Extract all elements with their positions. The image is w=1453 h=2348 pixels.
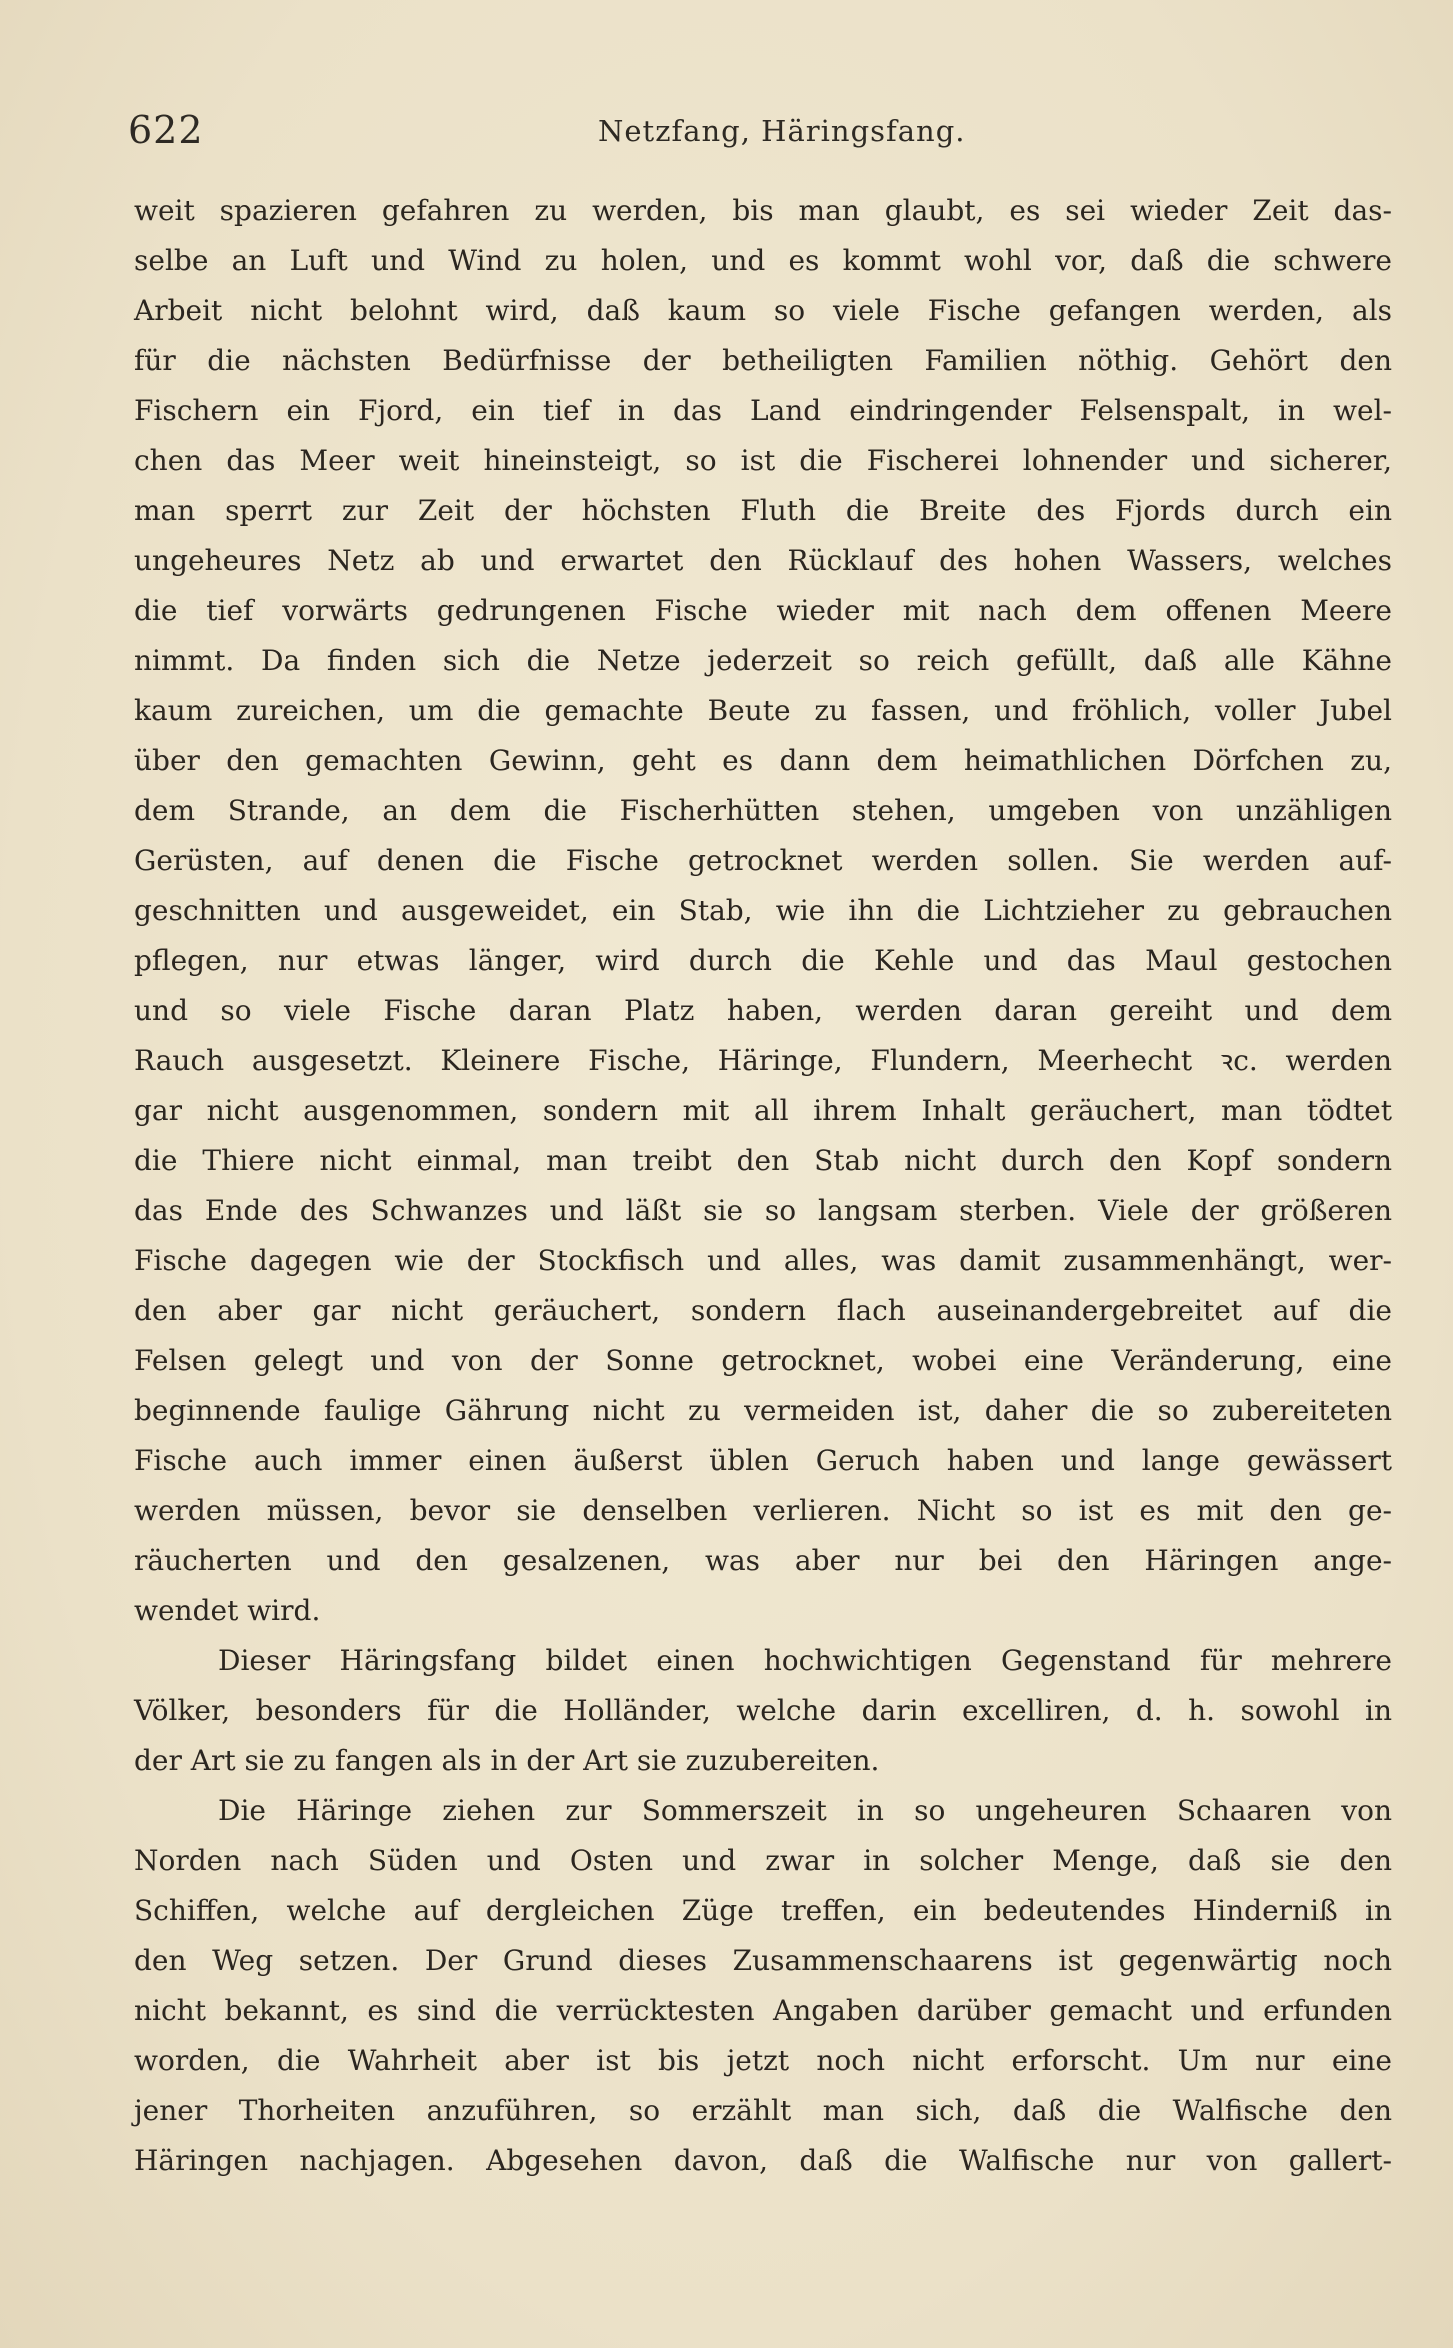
text-line: Die Häringe ziehen zur Sommerszeit in so ungeheuren Schaaren von	[218, 1794, 1392, 1827]
text-line: über den gemachten Gewinn, geht es dann dem heimathlichen Dörfchen zu,	[134, 744, 1392, 777]
text-line: worden, die Wahrheit aber ist bis jetzt noch nicht erforscht. Um nur eine	[134, 2044, 1392, 2077]
text-line: für die nächsten Bedürfnisse der betheiligten Familien nöthig. Gehört den	[134, 344, 1392, 377]
text-line: Häringen nachjagen. Abgesehen davon, daß die Walfische nur von gallert-	[134, 2144, 1392, 2177]
text-line: Schiffen, welche auf dergleichen Züge treffen, ein bedeutendes Hinderniß in	[134, 1894, 1392, 1927]
text-line: die tief vorwärts gedrungenen Fische wieder mit nach dem offenen Meere	[134, 594, 1392, 627]
text-line: gar nicht ausgenommen, sondern mit all ihrem Inhalt geräuchert, man tödtet	[134, 1094, 1392, 1127]
text-line: Fische dagegen wie der Stockfisch und alles, was damit zusammenhängt, wer-	[134, 1244, 1392, 1277]
text-line: den aber gar nicht geräuchert, sondern flach auseinandergebreitet auf die	[134, 1294, 1392, 1327]
text-line: Völker, besonders für die Holländer, welche darin excelliren, d. h. sowohl in	[134, 1694, 1392, 1727]
text-line: pflegen, nur etwas länger, wird durch die Kehle und das Maul gestochen	[134, 944, 1392, 977]
text-line: Fische auch immer einen äußerst üblen Geruch haben und lange gewässert	[134, 1444, 1392, 1477]
text-line: man sperrt zur Zeit der höchsten Fluth die Breite des Fjords durch ein	[134, 494, 1392, 527]
text-line: nimmt. Da finden sich die Netze jederzeit so reich gefüllt, daß alle Kähne	[134, 644, 1392, 677]
text-line: geschnitten und ausgeweidet, ein Stab, wie ihn die Lichtzieher zu gebrauchen	[134, 894, 1392, 927]
text-line: beginnende faulige Gährung nicht zu vermeiden ist, daher die so zubereiteten	[134, 1394, 1392, 1427]
text-line: das Ende des Schwanzes und läßt sie so langsam sterben. Viele der größeren	[134, 1194, 1392, 1227]
text-line: selbe an Luft und Wind zu holen, und es kommt wohl vor, daß die schwere	[134, 244, 1392, 277]
body-text	[134, 186, 1392, 2186]
text-line: Rauch ausgesetzt. Kleinere Fische, Häringe, Flundern, Meerhecht ꝛc. werden	[134, 1044, 1392, 1077]
running-title: Netzfang, Häringsfang.	[598, 114, 966, 148]
text-line: Arbeit nicht belohnt wird, daß kaum so viele Fische gefangen werden, als	[134, 294, 1392, 327]
text-line: dem Strande, an dem die Fischerhütten stehen, umgeben von unzähligen	[134, 794, 1392, 827]
text-line: die Thiere nicht einmal, man treibt den Stab nicht durch den Kopf sondern	[134, 1144, 1392, 1177]
text-line: der Art sie zu fangen als in der Art sie zuzubereiten.	[134, 1744, 880, 1777]
text-line: Norden nach Süden und Osten und zwar in solcher Menge, daß sie den	[134, 1844, 1392, 1877]
text-line: Fischern ein Fjord, ein tief in das Land eindringender Felsenspalt, in wel-	[134, 394, 1392, 427]
page-number: 622	[128, 108, 204, 152]
text-line: nicht bekannt, es sind die verrücktesten Angaben darüber gemacht und erfunden	[134, 1994, 1392, 2027]
text-line: ungeheures Netz ab und erwartet den Rücklauf des hohen Wassers, welches	[134, 544, 1392, 577]
text-line: räucherten und den gesalzenen, was aber nur bei den Häringen ange-	[134, 1544, 1392, 1577]
text-line: jener Thorheiten anzuführen, so erzählt man sich, daß die Walfische den	[134, 2094, 1392, 2127]
text-line: werden müssen, bevor sie denselben verlieren. Nicht so ist es mit den ge-	[134, 1494, 1392, 1527]
text-line: chen das Meer weit hineinsteigt, so ist die Fischerei lohnender und sicherer,	[134, 444, 1392, 477]
text-line: und so viele Fische daran Platz haben, werden daran gereiht und dem	[134, 994, 1392, 1027]
text-line: Felsen gelegt und von der Sonne getrocknet, wobei eine Veränderung, eine	[134, 1344, 1392, 1377]
text-line: den Weg setzen. Der Grund dieses Zusammenschaarens ist gegenwärtig noch	[134, 1944, 1392, 1977]
text-line: Gerüsten, auf denen die Fische getrocknet werden sollen. Sie werden auf-	[134, 844, 1392, 877]
page-header	[128, 108, 1390, 158]
text-line: weit spazieren gefahren zu werden, bis man glaubt, es sei wieder Zeit das-	[134, 194, 1392, 227]
text-line: Dieser Häringsfang bildet einen hochwichtigen Gegenstand für mehrere	[218, 1644, 1392, 1677]
text-line: kaum zureichen, um die gemachte Beute zu fassen, und fröhlich, voller Jubel	[134, 694, 1392, 727]
text-line: wendet wird.	[134, 1594, 321, 1627]
